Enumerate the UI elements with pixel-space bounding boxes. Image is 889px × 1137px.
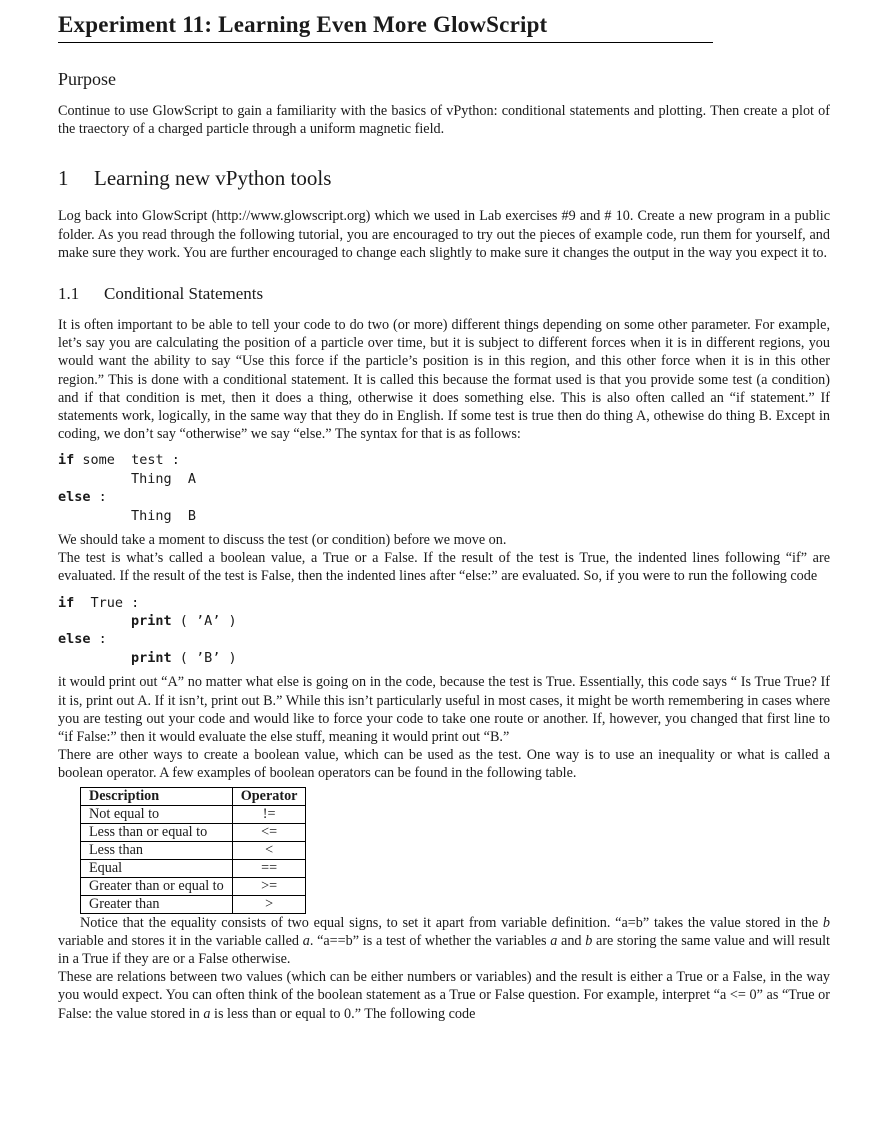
purpose-heading: Purpose xyxy=(58,69,116,89)
code-text: True : xyxy=(74,594,140,611)
page-title: Experiment 11: Learning Even More GlowScript xyxy=(58,12,713,43)
table-row xyxy=(81,877,306,895)
variable-name: a xyxy=(550,932,558,949)
table-row xyxy=(81,895,306,913)
table-cell: != xyxy=(232,805,306,823)
text-run: and xyxy=(557,932,586,949)
document-page xyxy=(58,12,830,1023)
code-text: some test : xyxy=(74,452,180,469)
table-cell: Equal xyxy=(81,859,233,877)
code-keyword: print xyxy=(131,649,172,666)
code-text: ( ’B’ ) xyxy=(171,649,237,666)
purpose-text: Continue to use GlowScript to gain a familiarity with the basics of vPython: conditional statements and plotting. Then create a plot of the traectory of a charged particle through a uniform magnetic field. xyxy=(58,103,830,138)
code-keyword: if xyxy=(58,452,75,469)
conditional-paragraph-3: The test is what’s called a boolean value, a True or a False. If the result of the test is True, the indented lines following “if” are evaluated. If the result of the test is False, then the indented lines after “else:” are evaluated. So, if you were to run the following code xyxy=(58,550,830,585)
conditional-paragraph-2: We should take a moment to discuss the test (or condition) before we move on. xyxy=(58,532,507,549)
code-line xyxy=(58,594,830,612)
variable-name: a xyxy=(302,932,310,949)
conditional-paragraph-7 xyxy=(58,968,830,1023)
boolean-operators-table xyxy=(80,787,306,914)
table-row xyxy=(81,805,306,823)
table-cell: < xyxy=(232,841,306,859)
section-number: 1 xyxy=(58,166,69,191)
subsection-heading xyxy=(58,284,830,304)
table-row xyxy=(81,823,306,841)
code-keyword: print xyxy=(131,613,172,630)
code-line: Thing A xyxy=(131,470,197,487)
code-line xyxy=(58,451,830,469)
table-cell: Less than xyxy=(81,841,233,859)
table-cell: >= xyxy=(232,877,306,895)
variable-name: b xyxy=(822,914,830,931)
code-text: : xyxy=(90,489,107,506)
code-line xyxy=(58,649,830,667)
text-run: These are relations between two values (which can be either numbers or variables) and the result is either a True or a False, in the way you would expect. You can often think of the boolean statement as a True or False question. For example, interpret “a <= 0” as “True or False: the value stored in xyxy=(58,969,830,1022)
table-header: Operator xyxy=(232,787,306,805)
variable-name: b xyxy=(585,932,593,949)
section-title: Learning new vPython tools xyxy=(94,166,332,191)
text-run: . “a==b” is a test of whether the variables xyxy=(309,932,551,949)
section-1-heading xyxy=(58,166,830,191)
table-cell: Greater than xyxy=(81,895,233,913)
subsection-title: Conditional Statements xyxy=(104,284,264,304)
table-row xyxy=(81,841,306,859)
conditional-paragraph-1: It is often important to be able to tell your code to do two (or more) different things depending on some other parameter. For example, let’s say you are calculating the position of a particle over time, but it is subject to different forces when it is in different regions, you would want the ability to say “Use this force if the particle’s position is in this region, and this other force when it is in this other region.” This is done with a conditional statement. It is called this because the format used is that you provide some test (a condition) and if that condition is met, then it does a thing, otherwise it does something else. This is also often called an “if statement.” If statements work, logically, in the same way that they do in English. If some test is true then do thing A, othewise do thing B. Except in coding, we don’t say “otherwise” we say “else.” The syntax for that is as follows: xyxy=(58,317,830,443)
variable-name: a xyxy=(203,1005,211,1022)
table-cell: <= xyxy=(232,823,306,841)
code-keyword: if xyxy=(58,594,75,611)
conditional-paragraph-5: There are other ways to create a boolean value, which can be used as the test. One way is to use an inequality or what is called a boolean operator. A few examples of boolean operators can be found in the following table. xyxy=(58,747,830,782)
table-header: Description xyxy=(81,787,233,805)
table-row xyxy=(81,859,306,877)
text-run: are storing the same value and will result in a True if they are or a False otherwise. xyxy=(58,932,830,967)
conditional-paragraph-4: it would print out “A” no matter what else is going on in the code, because the test is True. Essentially, this code says “ Is True True? If it is, print out A. If it isn’t, print out B.” While this isn’t particularly useful in most cases, it might be worth remembering in cases where you are testing out your code and would like to force your code to take one route or another. If, however, you changed that first line to “if False:” then it would evaluate the else stuff, meaning it would print out “B.” xyxy=(58,674,830,745)
code-line xyxy=(58,612,830,630)
table-cell: > xyxy=(232,895,306,913)
table-cell: Not equal to xyxy=(81,805,233,823)
code-text: ( ’A’ ) xyxy=(171,613,237,630)
code-block-1 xyxy=(58,451,830,525)
code-line: Thing B xyxy=(131,507,197,524)
section-1-text: Log back into GlowScript (http://www.glowscript.org) which we used in Lab exercises #9 and # 10. Create a new program in a public folder. As you read through the following tutorial, you are encouraged to try out the pieces of example code, run them for yourself, and make sure they work. You are further encouraged to change each slightly to make sure it changes the output in the way you expect it to. xyxy=(58,208,830,261)
table-cell: Greater than or equal to xyxy=(81,877,233,895)
table-header-row xyxy=(81,787,306,805)
table-cell: == xyxy=(232,859,306,877)
text-run: is less than or equal to 0.” The following code xyxy=(210,1005,476,1022)
code-keyword: else xyxy=(58,489,91,506)
subsection-number: 1.1 xyxy=(58,284,80,304)
code-line xyxy=(58,488,830,506)
code-keyword: else xyxy=(58,631,91,648)
text-run: Notice that the equality consists of two equal signs, to set it apart from variable definition. “a=b” takes the value stored in the xyxy=(80,914,823,931)
table-cell: Less than or equal to xyxy=(81,823,233,841)
text-run: variable and stores it in the variable called xyxy=(58,932,303,949)
conditional-paragraph-6 xyxy=(58,914,830,969)
code-text: : xyxy=(90,631,107,648)
code-line xyxy=(58,630,830,648)
code-block-2 xyxy=(58,594,830,668)
